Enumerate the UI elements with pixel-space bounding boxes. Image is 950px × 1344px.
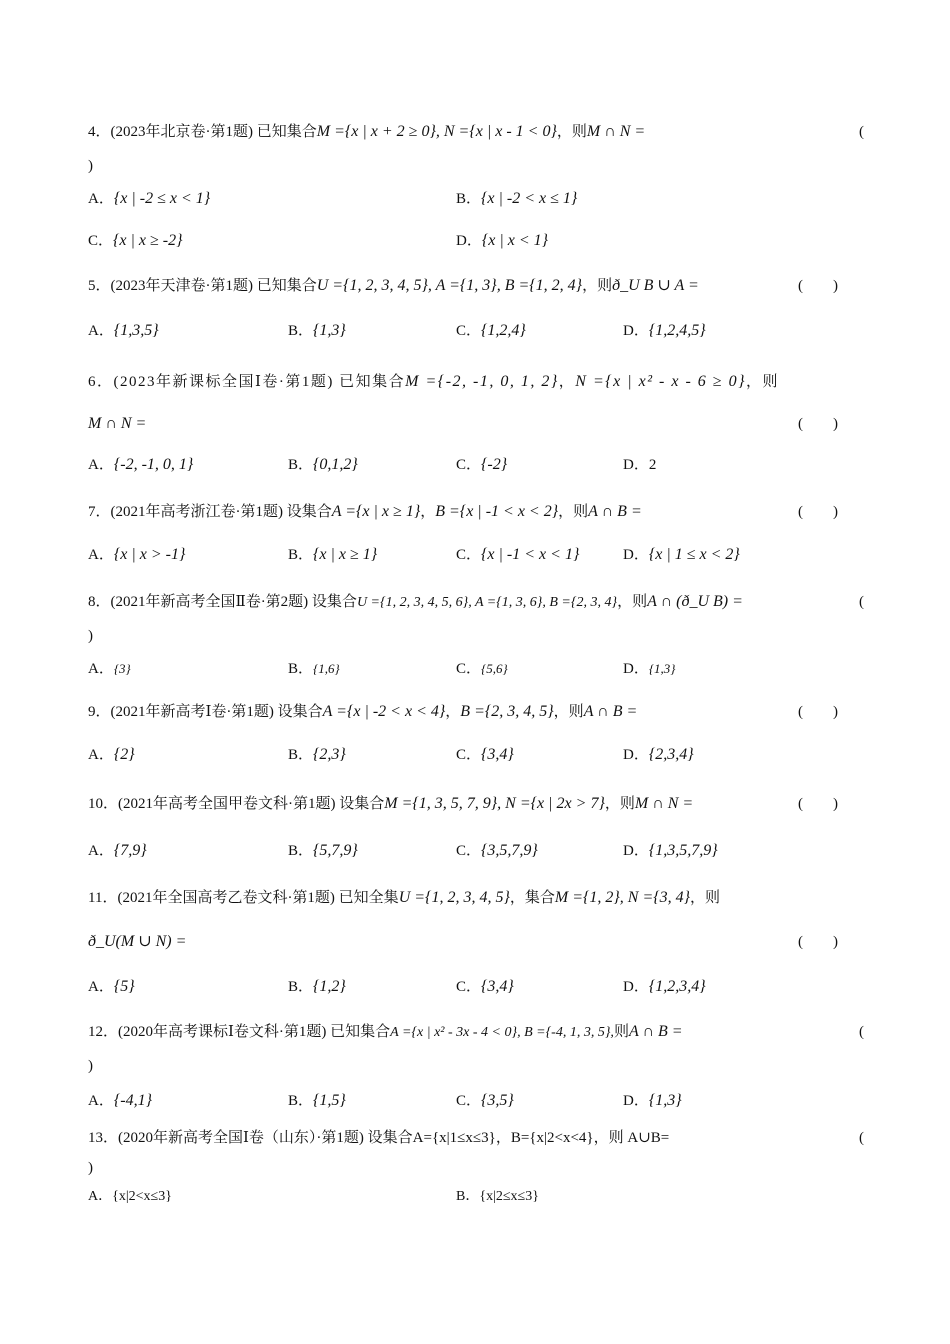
answer-paren: ( ) bbox=[798, 504, 838, 520]
option-a: A．{1,3,5} bbox=[88, 322, 159, 339]
answer-paren: ( bbox=[859, 1024, 864, 1040]
question-math: M ∩ N = bbox=[586, 123, 646, 140]
option-a: A．{x | -2 ≤ x < 1} bbox=[88, 190, 211, 207]
option-a: A．{7,9} bbox=[88, 842, 147, 859]
answer-paren: ( ) bbox=[798, 796, 838, 812]
option-d: D．2 bbox=[623, 457, 657, 473]
question-5-stem: 5．(2023年天津卷·第1题) 已知集合U ={1, 2, 3, 4, 5}, A ={1, 3}, B ={1, 2, 4}，则ð_U B ∪ A = ( ) bbox=[88, 277, 838, 294]
option-d: D．{1,3} bbox=[623, 1092, 682, 1109]
question-6-stem: 6．(2023年新课标全国Ⅰ卷·第1题) 已知集合M ={-2, -1, 0, 1, 2}，N ={x | x² - x - 6 ≥ 0}，则 bbox=[88, 373, 779, 390]
option-a: A．{5} bbox=[88, 978, 135, 995]
question-11-line2: ð_U(M ∪ N) = ( ) bbox=[88, 933, 838, 950]
answer-paren: ( bbox=[859, 124, 864, 140]
question-8-stem: 8．(2021年新高考全国Ⅱ卷·第2题) 设集合U ={1, 2, 3, 4, 5, 6}, A ={1, 3, 6}, B ={2, 3, 4}，则A ∩ (ð_U B) = ( bbox=[88, 593, 864, 610]
question-text: ，则 bbox=[556, 124, 587, 140]
question-text: 4．(2023年北京卷·第1题) 已知集合 bbox=[88, 124, 317, 140]
question-13-stem: 13．(2020年新高考全国Ⅰ卷（山东）·第1题) 设集合A={x|1≤x≤3}，B={x|2<x<4}，则 A∪B= ( bbox=[88, 1130, 864, 1146]
option-c: C．{3,4} bbox=[456, 746, 514, 763]
option-b: B．{0,1,2} bbox=[288, 456, 358, 473]
option-b: B．{x|2≤x≤3} bbox=[456, 1189, 539, 1204]
option-c: C．{3,5,7,9} bbox=[456, 842, 538, 859]
question-10-stem: 10．(2021年高考全国甲卷文科·第1题) 设集合M ={1, 3, 5, 7, 9}, N ={x | 2x > 7}，则M ∩ N = ( ) bbox=[88, 795, 838, 812]
answer-paren: ( bbox=[859, 594, 864, 610]
option-b: B．{1,2} bbox=[288, 978, 346, 995]
option-d: D．{1,2,3,4} bbox=[623, 978, 706, 995]
option-b: B．{2,3} bbox=[288, 746, 346, 763]
option-a: A．{x|2<x≤3} bbox=[88, 1189, 172, 1204]
option-d: D．{1,3,5,7,9} bbox=[623, 842, 718, 859]
question-4-stem bbox=[88, 122, 864, 142]
question-math: M ={x | x + 2 ≥ 0}, N ={x | x - 1 < 0} bbox=[316, 123, 557, 140]
answer-paren-close: ) bbox=[88, 1160, 93, 1176]
option-b: B．{1,6} bbox=[288, 661, 340, 677]
option-d: D．{x | 1 ≤ x < 2} bbox=[623, 546, 740, 563]
option-c: C．{1,2,4} bbox=[456, 322, 526, 339]
answer-paren: ( ) bbox=[798, 278, 838, 294]
question-6-line2: M ∩ N = ( ) bbox=[88, 415, 838, 432]
option-d: D．{2,3,4} bbox=[623, 746, 694, 763]
question-7-stem: 7．(2021年高考浙江卷·第1题) 设集合A ={x | x ≥ 1}，B ={x | -1 < x < 2}，则A ∩ B = ( ) bbox=[88, 503, 838, 520]
answer-paren: ( bbox=[859, 1130, 864, 1146]
option-a: A．{3} bbox=[88, 661, 131, 677]
option-b: B．{1,3} bbox=[288, 322, 346, 339]
answer-paren-close: ) bbox=[88, 1058, 93, 1074]
question-12-stem: 12．(2020年高考课标Ⅰ卷文科·第1题) 已知集合A ={x | x² - 3x - 4 < 0}, B ={-4, 1, 3, 5},则A ∩ B = ( bbox=[88, 1023, 864, 1040]
option-c: C．{3,4} bbox=[456, 978, 514, 995]
option-a: A．{x | x > -1} bbox=[88, 546, 186, 563]
answer-paren-close: ) bbox=[88, 158, 93, 174]
option-c: C．{3,5} bbox=[456, 1092, 514, 1109]
question-9-stem: 9．(2021年新高考Ⅰ卷·第1题) 设集合A ={x | -2 < x < 4}，B ={2, 3, 4, 5}，则A ∩ B = ( ) bbox=[88, 703, 838, 720]
option-b: B．{x | -2 < x ≤ 1} bbox=[456, 190, 578, 207]
answer-paren-close: ) bbox=[88, 628, 93, 644]
option-a: A．{-4,1} bbox=[88, 1092, 152, 1109]
option-c: C．{x | -1 < x < 1} bbox=[456, 546, 580, 563]
option-b: B．{x | x ≥ 1} bbox=[288, 546, 378, 563]
option-a: A．{2} bbox=[88, 746, 135, 763]
answer-paren: ( ) bbox=[798, 704, 838, 720]
option-b: B．{5,7,9} bbox=[288, 842, 358, 859]
answer-paren: ( ) bbox=[798, 416, 838, 432]
option-c: C．{-2} bbox=[456, 456, 508, 473]
answer-paren: ( ) bbox=[798, 934, 838, 950]
option-b: B．{1,5} bbox=[288, 1092, 346, 1109]
option-d: D．{1,2,4,5} bbox=[623, 322, 706, 339]
question-11-stem: 11．(2021年全国高考乙卷文科·第1题) 已知全集U ={1, 2, 3, 4, 5}，集合M ={1, 2}, N ={3, 4}，则 bbox=[88, 889, 721, 906]
option-c: C．{5,6} bbox=[456, 661, 508, 677]
option-a: A．{-2, -1, 0, 1} bbox=[88, 456, 194, 473]
option-d: D．{x | x < 1} bbox=[456, 232, 549, 249]
option-c: C．{x | x ≥ -2} bbox=[88, 232, 183, 249]
option-d: D．{1,3} bbox=[623, 661, 676, 677]
